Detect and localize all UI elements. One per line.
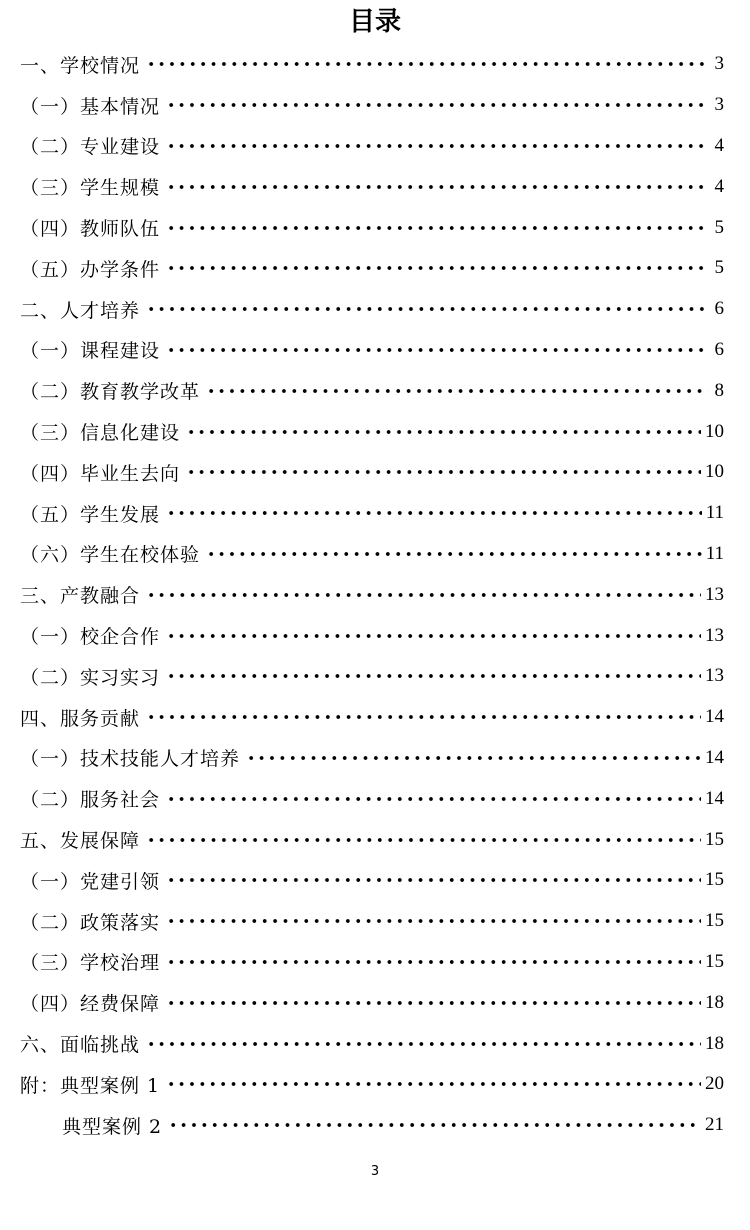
toc-entry-label: 一、学校情况 <box>20 54 141 77</box>
toc-entry-label: （二）专业建设 <box>20 136 161 159</box>
toc-dot-leader <box>146 592 701 598</box>
toc-entry-page-number: 15 <box>705 828 724 850</box>
page-title: 目录 <box>348 7 401 37</box>
toc-entry[interactable] <box>20 574 724 615</box>
toc-entry-label: （二）政策落实 <box>20 911 161 934</box>
toc-entry-page-number: 3 <box>714 53 724 75</box>
toc-dot-leader <box>146 714 701 720</box>
toc-entry-page-number: 8 <box>714 379 724 401</box>
toc-entry-label: （一）课程建设 <box>20 340 161 363</box>
toc-dot-leader <box>166 102 708 108</box>
toc-dot-leader <box>146 61 708 67</box>
toc-entry-page-number: 4 <box>714 175 724 197</box>
toc-entry-label: （二）教育教学改革 <box>20 381 201 404</box>
toc-entry[interactable] <box>20 493 724 534</box>
toc-entry[interactable] <box>20 615 724 656</box>
toc-entry-page-number: 20 <box>705 1073 724 1095</box>
toc-dot-leader <box>166 1081 701 1087</box>
toc-entry[interactable] <box>20 248 724 289</box>
toc-entry-page-number: 6 <box>714 298 724 320</box>
toc-entry[interactable] <box>20 330 724 371</box>
toc-entry[interactable] <box>20 1105 724 1146</box>
toc-entry-label: （三）学生规模 <box>20 177 161 200</box>
toc-entry[interactable] <box>20 1023 724 1064</box>
toc-entry-label: （五）学生发展 <box>20 503 161 526</box>
toc-dot-leader <box>166 265 708 271</box>
toc-entry-page-number: 10 <box>705 420 724 442</box>
toc-entry[interactable] <box>20 85 724 126</box>
toc-entry-label: 二、人才培养 <box>20 299 141 322</box>
toc-entry[interactable] <box>20 452 724 493</box>
toc-entry-label: 六、面临挑战 <box>20 1034 141 1057</box>
toc-entry-page-number: 5 <box>714 216 724 238</box>
toc-dot-leader <box>166 225 708 231</box>
toc-entry-label: （四）教师队伍 <box>20 218 161 241</box>
toc-entry-page-number: 11 <box>705 502 724 524</box>
toc-dot-leader <box>186 469 701 475</box>
toc-entry-label: （二）服务社会 <box>20 789 161 812</box>
toc-dot-leader <box>166 1000 701 1006</box>
toc-dot-leader <box>166 796 701 802</box>
toc-dot-leader <box>166 510 702 516</box>
toc-entry-page-number: 13 <box>705 583 724 605</box>
toc-dot-leader <box>166 347 708 353</box>
toc-entry-page-number: 13 <box>705 665 724 687</box>
toc-entry-label: （六）学生在校体验 <box>20 544 201 567</box>
toc-entry-label: （三）信息化建设 <box>20 422 181 445</box>
toc-dot-leader <box>166 673 701 679</box>
toc-entry-label: （一）校企合作 <box>20 626 161 649</box>
toc-entry[interactable] <box>20 738 724 779</box>
toc-entry-page-number: 5 <box>714 257 724 279</box>
toc-entry-label: （二）实习实习 <box>20 666 161 689</box>
toc-dot-leader <box>166 184 708 190</box>
toc-entry-label: （三）学校治理 <box>20 952 161 975</box>
toc-entry[interactable] <box>20 370 724 411</box>
toc-entry-label: 五、发展保障 <box>20 830 141 853</box>
toc-entry-label: （一）党建引领 <box>20 870 161 893</box>
toc-entry[interactable] <box>20 860 724 901</box>
toc-dot-leader <box>166 143 708 149</box>
toc-dot-leader <box>186 429 701 435</box>
toc-entry-label: 四、服务贡献 <box>20 707 141 730</box>
toc-entry[interactable] <box>20 534 724 575</box>
toc-entry-label: （四）毕业生去向 <box>20 462 181 485</box>
toc-entry-page-number: 21 <box>705 1114 724 1136</box>
toc-entry-label: 典型案例 2 <box>62 1115 163 1138</box>
toc-entry[interactable] <box>20 166 724 207</box>
toc-entry-page-number: 15 <box>705 950 724 972</box>
toc-entry-page-number: 15 <box>705 910 724 932</box>
table-of-contents <box>20 44 724 1146</box>
toc-dot-leader <box>246 755 701 761</box>
toc-entry[interactable] <box>20 656 724 697</box>
toc-entry-page-number: 14 <box>705 746 724 768</box>
toc-entry-page-number: 14 <box>705 787 724 809</box>
toc-entry-label: （一）技术技能人才培养 <box>20 748 241 771</box>
toc-entry[interactable] <box>20 819 724 860</box>
toc-dot-leader <box>166 877 701 883</box>
toc-entry-label: （四）经费保障 <box>20 993 161 1016</box>
toc-entry[interactable] <box>20 44 724 85</box>
toc-dot-leader <box>168 1122 701 1128</box>
toc-entry-label: （五）办学条件 <box>20 258 161 281</box>
toc-entry-page-number: 13 <box>705 624 724 646</box>
toc-entry-label: （一）基本情况 <box>20 95 161 118</box>
toc-dot-leader <box>146 306 708 312</box>
toc-dot-leader <box>146 1041 701 1047</box>
toc-dot-leader <box>166 633 701 639</box>
toc-entry-page-number: 10 <box>705 461 724 483</box>
toc-dot-leader <box>146 837 701 843</box>
toc-entry-page-number: 15 <box>705 869 724 891</box>
toc-entry[interactable] <box>20 207 724 248</box>
toc-entry[interactable] <box>20 982 724 1023</box>
toc-entry[interactable] <box>20 901 724 942</box>
toc-dot-leader <box>166 918 701 924</box>
toc-entry-label: 附：典型案例 1 <box>20 1074 161 1097</box>
toc-dot-leader <box>206 388 708 394</box>
toc-entry-page-number: 18 <box>705 991 724 1013</box>
toc-entry-page-number: 3 <box>714 94 724 116</box>
toc-entry-page-number: 18 <box>705 1032 724 1054</box>
toc-entry[interactable] <box>20 289 724 330</box>
toc-dot-leader <box>166 959 701 965</box>
toc-entry-label: 三、产教融合 <box>20 585 141 608</box>
toc-entry[interactable] <box>20 942 724 983</box>
toc-entry-page-number: 11 <box>705 542 724 564</box>
footer-page-number: 3 <box>370 1164 380 1179</box>
toc-entry-page-number: 14 <box>705 706 724 728</box>
toc-entry[interactable] <box>20 411 724 452</box>
toc-entry[interactable] <box>20 778 724 819</box>
toc-entry[interactable] <box>20 697 724 738</box>
toc-entry-page-number: 6 <box>714 338 724 360</box>
toc-dot-leader <box>206 551 702 557</box>
toc-entry-page-number: 4 <box>714 134 724 156</box>
toc-entry[interactable] <box>20 1064 724 1105</box>
toc-entry[interactable] <box>20 126 724 167</box>
